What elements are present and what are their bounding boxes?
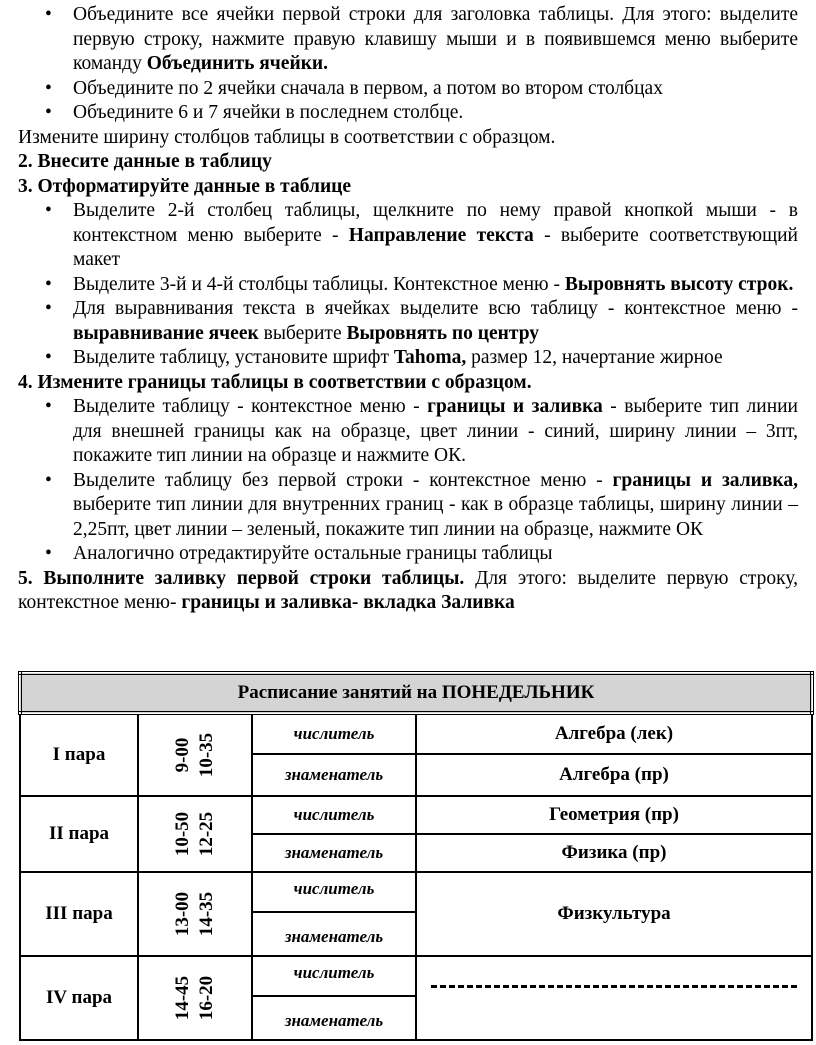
- bullet-item: [0, 199, 816, 273]
- week-denominator: знаменатель: [252, 834, 416, 872]
- bullet-text: Выделите 2-й столбец таблицы, щелкните по нему правой кнопкой мыши - в контекстном меню выберите -: [73, 200, 798, 246]
- bullet-bold-text: Выровнять по центру: [346, 322, 540, 344]
- time-cell: [138, 796, 252, 872]
- bullet-text: размер 12, начертание жирное: [466, 347, 723, 368]
- step-heading: 3. Отформатируйте данные в таблице: [18, 175, 352, 197]
- step-text: Для этого: выделите первую строку, контекстное меню-: [18, 567, 798, 613]
- bullet-item: [0, 346, 816, 371]
- bullet-text: Выделите таблицу, установите шрифт: [73, 347, 394, 368]
- bullet-item: [0, 297, 816, 346]
- bullet-text: - выберите тип линии для внешней границы как на образце, цвет линии - синий, ширину линии – 3пт, покажите тип линии на образце и нажмите ОК.: [73, 396, 798, 466]
- para-cell: I пара: [20, 713, 138, 796]
- table-row: [20, 713, 812, 754]
- time-range: 13-00 14-35: [171, 891, 217, 936]
- time-range: 10-50 12-25: [171, 811, 217, 856]
- bullet-marker: •: [45, 469, 52, 491]
- bullet-marker: •: [45, 273, 52, 295]
- subject-cell: Физика (пр): [416, 834, 812, 872]
- schedule-table: [18, 671, 814, 1041]
- step-heading-inline: 5. Выполните заливку первой строки таблицы.: [18, 567, 465, 589]
- bullet-text: Объедините 6 и 7 ячейки в последнем столбце.: [73, 102, 464, 123]
- bullet-marker: •: [45, 298, 52, 319]
- subject-cell-empty: [416, 956, 812, 1040]
- instruction-paragraph: Измените ширину столбцов таблицы в соответствии с образцом.: [18, 126, 556, 148]
- time-range: 14-45 16-20: [171, 975, 217, 1020]
- week-numerator: числитель: [252, 713, 416, 754]
- table-row: [20, 956, 812, 996]
- bullet-marker: •: [45, 77, 52, 99]
- bullet-text: Аналогично отредактируйте остальные границы таблицы: [73, 543, 553, 564]
- bullet-item: [0, 395, 816, 469]
- bullet-marker: •: [45, 543, 52, 564]
- week-denominator: знаменатель: [252, 754, 416, 796]
- table-row: [20, 872, 812, 912]
- bullet-bold-text: выравнивание ячеек: [73, 322, 259, 344]
- time-range: 9-00 10-35: [171, 732, 217, 777]
- bullet-bold-text: Выровнять высоту строк.: [564, 273, 794, 295]
- step-heading: 2. Внесите данные в таблицу: [18, 151, 272, 172]
- bullet-marker: •: [45, 347, 52, 368]
- bullet-bold-text: границы и заливка,: [612, 469, 798, 491]
- bullet-item: [0, 77, 816, 102]
- step-heading: 4. Измените границы таблицы в соответствии с образцом.: [18, 371, 532, 393]
- bullet-marker: •: [45, 4, 52, 25]
- bullet-text: выберите: [258, 322, 347, 344]
- bullet-marker: •: [45, 102, 52, 123]
- step-paragraph: [0, 567, 816, 616]
- week-denominator: знаменатель: [252, 912, 416, 956]
- subject-cell: Геометрия (пр): [416, 796, 812, 834]
- bullet-bold-text: границы и заливка: [427, 396, 603, 417]
- week-numerator: числитель: [252, 872, 416, 912]
- table-title: Расписание занятий на ПОНЕДЕЛЬНИК: [20, 673, 812, 713]
- dashed-divider: [431, 985, 797, 988]
- bullet-marker: •: [45, 396, 52, 417]
- time-cell: [138, 872, 252, 956]
- para-cell: II пара: [20, 796, 138, 872]
- week-numerator: числитель: [252, 956, 416, 996]
- bullet-bold-text: Объединить ячейки.: [146, 53, 329, 74]
- step-bold-text: границы и заливка- вкладка Заливка: [181, 592, 515, 613]
- bullet-marker: •: [45, 200, 52, 221]
- week-numerator: числитель: [252, 796, 416, 834]
- subject-cell-merged: Физкультура: [416, 872, 812, 956]
- bullet-text: Выделите таблицу - контекстное меню -: [73, 396, 428, 417]
- bullet-text: Для выравнивания текста в ячейках выделите всю таблицу - контекстное меню -: [73, 298, 798, 319]
- bullet-bold-text: Направление текста: [348, 224, 534, 246]
- bullet-item: [0, 469, 816, 543]
- bullet-item: [0, 542, 816, 567]
- bullet-item: [0, 273, 816, 298]
- bullet-text: Выделите 3-й и 4-й столбцы таблицы. Контекстное меню -: [73, 273, 565, 295]
- bullet-item: [0, 101, 816, 126]
- table-header-row: [20, 673, 812, 713]
- para-cell: IV пара: [20, 956, 138, 1040]
- bullet-text: Объедините по 2 ячейки сначала в первом, а потом во втором столбцах: [73, 77, 663, 99]
- week-denominator: знаменатель: [252, 996, 416, 1040]
- time-cell: [138, 956, 252, 1040]
- table-row: [20, 796, 812, 834]
- bullet-text: Выделите таблицу без первой строки - контекстное меню -: [73, 469, 613, 491]
- para-cell: III пара: [20, 872, 138, 956]
- bullet-text: выберите тип линии для внутренних границ - как в образце таблицы, ширину линии – 2,25пт, цвет линии – зеленый, покажите тип линии на образце, нажмите ОК: [73, 494, 798, 540]
- time-cell: [138, 713, 252, 796]
- bullet-bold-text: Tahoma,: [393, 347, 467, 368]
- subject-cell: Алгебра (пр): [416, 754, 812, 796]
- bullet-text: - выберите соответствующий макет: [73, 224, 798, 270]
- subject-cell: Алгебра (лек): [416, 713, 812, 754]
- bullet-item: [0, 3, 816, 77]
- bullet-text: Объедините все ячейки первой строки для заголовка таблицы. Для этого: выделите первую строку, нажмите правую клавишу мыши и в появившемся меню выберите команду: [73, 4, 798, 74]
